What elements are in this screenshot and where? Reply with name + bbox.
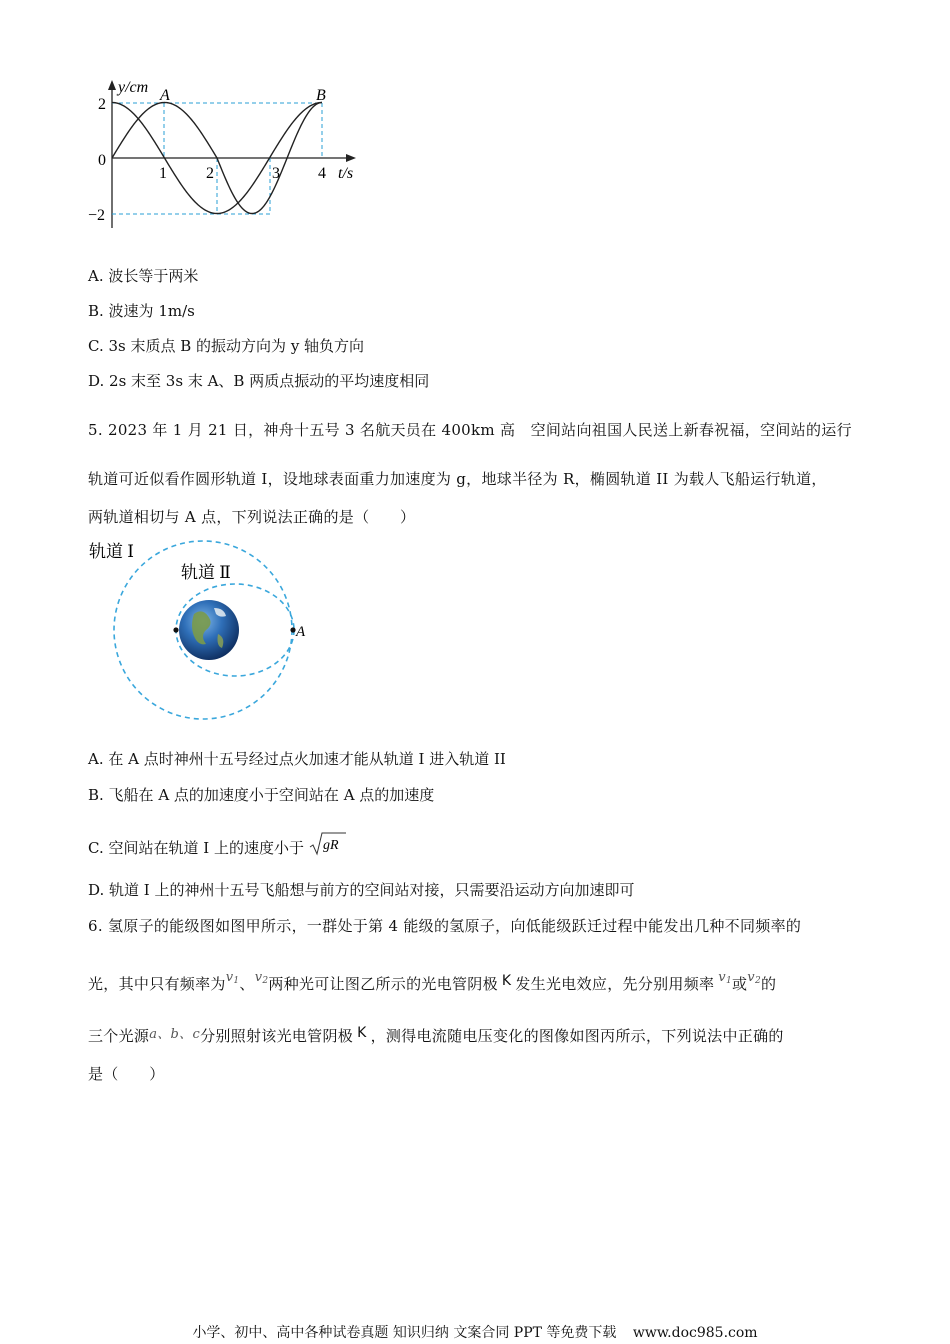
- q4-option-a: A. 波长等于两米: [88, 267, 199, 285]
- q4-option-d: D. 2s 末至 3s 末 A、B 两质点振动的平均速度相同: [88, 372, 430, 390]
- q5-option-b: B. 飞船在 A 点的加速度小于空间站在 A 点的加速度: [88, 786, 435, 804]
- y-axis-label: y/cm: [118, 79, 149, 96]
- v2-symbol-2: $v_2$: [747, 970, 761, 986]
- q5-stem-line3: 两轨道相切与 A 点，下列说法正确的是（ ）: [88, 508, 416, 526]
- x-axis-arrow: [346, 154, 356, 162]
- abc-symbols: a、b、c: [149, 1027, 201, 1042]
- curve-a-label: A: [160, 87, 170, 104]
- earth-icon: [179, 600, 239, 660]
- q5-option-c-text: C. 空间站在轨道 I 上的速度小于: [88, 839, 304, 857]
- q6-line3-c: ，测得电流随电压变化的图像如图丙所示，下列说法中正确的: [370, 1027, 784, 1045]
- orbit-diagram: [84, 536, 324, 726]
- q6-line3-b: 分别照射该光电管阴极: [200, 1027, 354, 1045]
- page-footer: [0, 1324, 950, 1342]
- q5-option-a: A. 在 A 点时神州十五号经过点火加速才能从轨道 I 进入轨道 II: [88, 750, 506, 768]
- y-axis-arrow: [108, 80, 116, 90]
- point-a: [290, 627, 295, 632]
- footer-link[interactable]: www.doc985.com: [632, 1325, 758, 1341]
- q4-option-b: B. 波速为 1m/s: [88, 302, 195, 320]
- q6-line3: [88, 1026, 784, 1048]
- perigee-point: [173, 627, 178, 632]
- q6-line2-a: 光，其中只有频率为: [88, 975, 226, 993]
- curve-b-label: B: [316, 87, 326, 104]
- q6-line4: 是（ ）: [88, 1065, 165, 1083]
- point-a-label: A: [296, 624, 306, 640]
- x-tick-4: 4: [318, 165, 326, 182]
- sqrt-formula: [309, 831, 347, 858]
- footer-text: 小学、初中、高中各种试卷真题 知识归纳 文案合同 PPT 等免费下载: [192, 1325, 617, 1341]
- q4-option-c: C. 3s 末质点 B 的振动方向为 y 轴负方向: [88, 337, 365, 355]
- k-symbol-2: K: [357, 1025, 367, 1041]
- q5-option-c: [88, 831, 347, 858]
- q5-stem-line2: 轨道可近似看作圆形轨道 I，设地球表面重力加速度为 g，地球半径为 R，椭圆轨道 II 为载人飞船运行轨道，: [88, 470, 827, 488]
- sqrt-symbol: [309, 831, 347, 857]
- v1-symbol: $v_1$: [225, 970, 240, 986]
- orbit-2-label: 轨道 Ⅱ: [181, 563, 231, 582]
- svg-text:gR: gR: [322, 838, 339, 853]
- x-tick-1: 1: [159, 165, 167, 182]
- x-axis-label: t/s: [338, 165, 354, 182]
- q5-option-d: D. 轨道 I 上的神州十五号飞船想与前方的空间站对接，只需要沿运动方向加速即可: [88, 881, 635, 899]
- orbit-1-label: 轨道 Ⅰ: [89, 542, 134, 561]
- q6-line3-a: 三个光源: [88, 1027, 150, 1045]
- q6-line1: 6. 氢原子的能级图如图甲所示，一群处于第 4 能级的氢原子，向低能级跃迁过程中能发出几种不同频率的: [88, 917, 802, 935]
- q6-line2-e: 的: [760, 975, 777, 993]
- q6-line2-c: 发生光电效应，先分别用频率: [515, 975, 715, 993]
- wave-graph: [88, 78, 378, 238]
- q6-line2-d: 或: [731, 975, 748, 993]
- v1-symbol-2: $v_1$: [718, 970, 732, 986]
- y-tick-bottom: −2: [88, 207, 106, 224]
- x-tick-3: 3: [272, 165, 280, 182]
- v2-symbol: $v_2$: [254, 970, 269, 986]
- q5-stem-line1: 5. 2023 年 1 月 21 日，神舟十五号 3 名航天员在 400km 高 空间站向祖国人民送上新春祝福，空间站的运行: [88, 421, 852, 439]
- y-tick-top: 2: [98, 96, 106, 113]
- q6-sep: 、: [239, 975, 255, 993]
- q6-line2: [88, 970, 777, 999]
- origin-label: 0: [98, 152, 106, 169]
- x-tick-2: 2: [206, 165, 214, 182]
- k-symbol-1: K: [501, 973, 512, 989]
- q6-line2-b: 两种光可让图乙所示的光电管阴极: [268, 975, 498, 993]
